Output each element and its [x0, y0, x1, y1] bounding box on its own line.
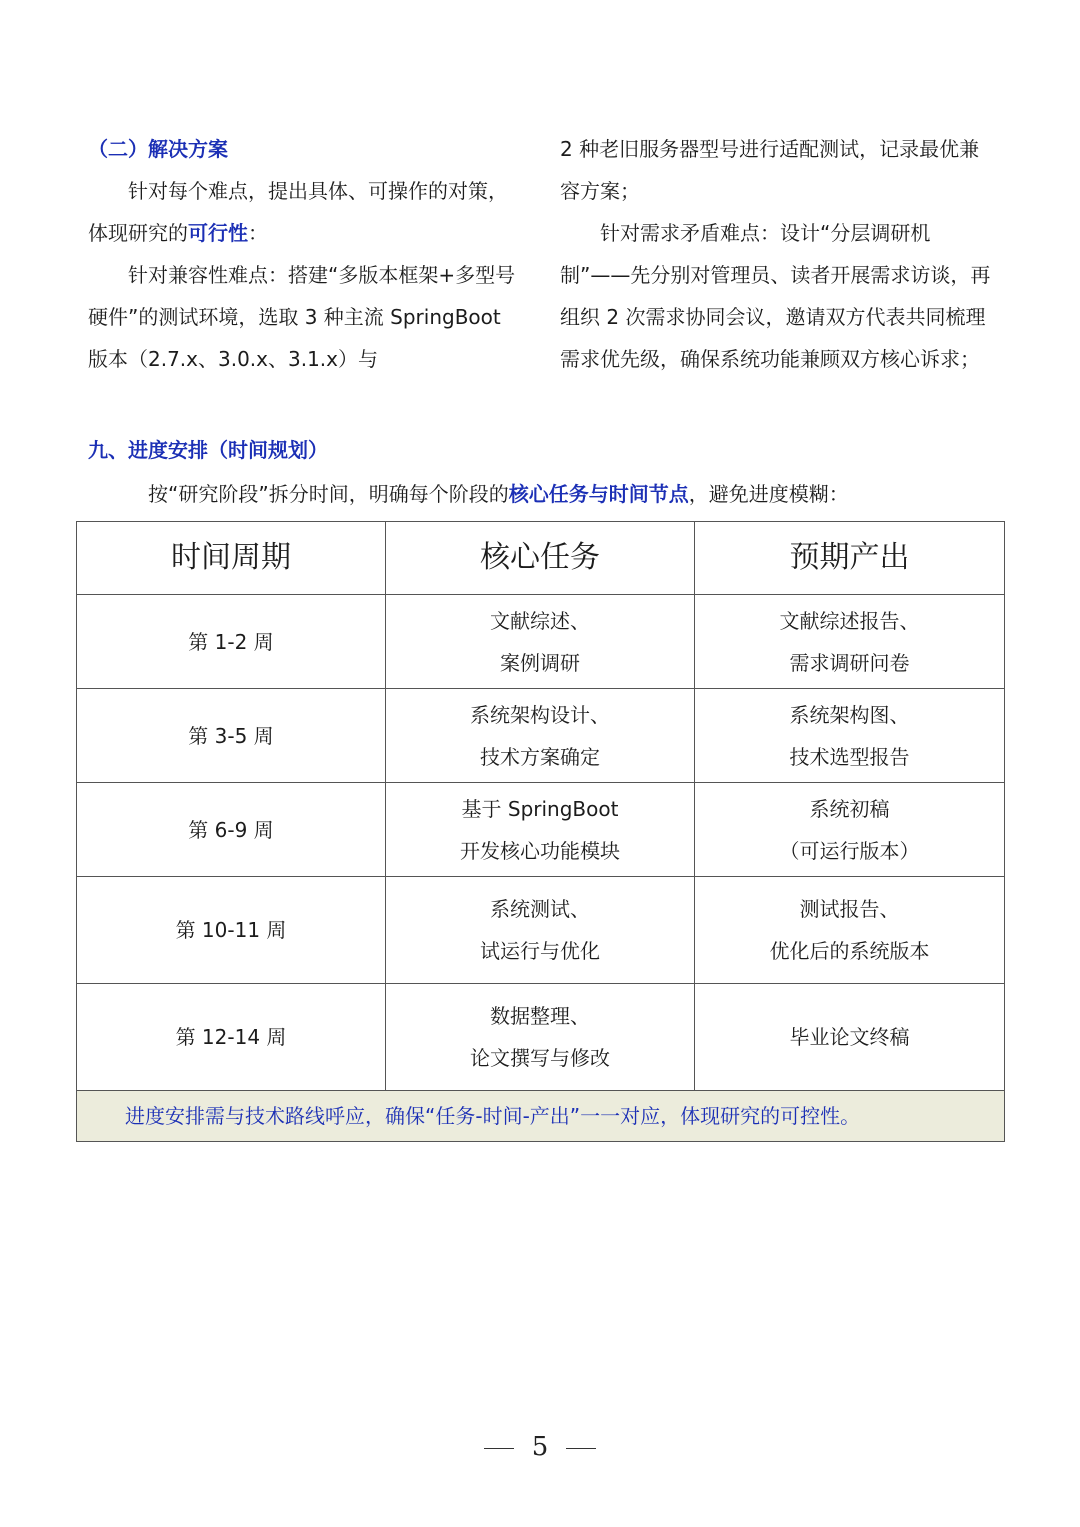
paragraph-requirements: 针对需求矛盾难点：设计“分层调研机制”——先分别对管理员、读者开展需求访谈，再组织 2 次需求协同会议，邀请双方代表共同梳理需求优先级，确保系统功能兼顾双方核心诉求； [560, 221, 991, 371]
paragraph-strategy [88, 170, 520, 254]
cell-line: 系统初稿 [809, 796, 890, 821]
intro-text: 按“研究阶段”拆分时间，明确每个阶段的 [148, 482, 509, 506]
right-column [560, 128, 992, 380]
cell-line: 文献综述报告、 [779, 608, 920, 633]
task-cell [386, 783, 695, 877]
table-row [77, 877, 1005, 984]
cell-line: 测试报告、 [799, 897, 900, 921]
period-cell: 第 6-9 周 [77, 783, 386, 877]
feasibility-emphasis: 可行性 [188, 221, 248, 245]
cell-line: 案例调研 [500, 650, 580, 675]
section-title: 九、进度安排（时间规划） [88, 438, 328, 462]
cell-line: 文献综述、 [490, 608, 590, 633]
subsection-heading: （二）解决方案 [88, 137, 228, 161]
cell-line: 优化后的系统版本 [769, 939, 930, 963]
cell-line: 系统架构图、 [789, 702, 910, 727]
table-row [77, 595, 1005, 689]
output-cell [695, 689, 1005, 783]
task-cell [386, 595, 695, 689]
period-cell: 第 3-5 周 [77, 689, 386, 783]
cell-line: 开发核心功能模块 [460, 838, 620, 863]
schedule-table [76, 521, 1005, 1142]
footer-dash [484, 1448, 514, 1449]
header-period: 时间周期 [77, 522, 386, 595]
output-cell [695, 984, 1005, 1091]
task-cell [386, 689, 695, 783]
output-cell [695, 783, 1005, 877]
table-header-row [77, 522, 1005, 595]
cell-line: 论文撰写与修改 [470, 1046, 610, 1070]
footer-dash [566, 1448, 596, 1449]
left-column [88, 128, 520, 380]
cell-line: 系统架构设计、 [470, 702, 610, 727]
period-cell: 第 10-11 周 [77, 877, 386, 984]
cell-line: 毕业论文终稿 [789, 1025, 910, 1049]
intro-emphasis: 核心任务与时间节点 [508, 482, 689, 506]
cell-line: 系统测试、 [490, 897, 590, 921]
task-cell [386, 877, 695, 984]
paragraph-compatibility: 针对兼容性难点：搭建“多版本框架+多型号硬件”的测试环境，选取 3 种主流 SpringBoot 版本（2.7.x、3.0.x、3.1.x）与 [88, 263, 516, 371]
cell-line: （可运行版本） [779, 838, 920, 863]
paragraph-text: ： [248, 221, 268, 245]
intro-text: ，避免进度模糊： [688, 482, 849, 506]
header-task: 核心任务 [386, 522, 695, 595]
output-cell [695, 595, 1005, 689]
page-footer [0, 1432, 1080, 1462]
paragraph-text: 针对每个难点，提出具体、可操作的对策，体现研究的 [88, 179, 508, 245]
cell-line: 需求调研问卷 [789, 650, 910, 675]
output-cell [695, 877, 1005, 984]
cell-line: 基于 SpringBoot [461, 796, 619, 821]
cell-line: 试运行与优化 [480, 939, 600, 963]
table-row [77, 689, 1005, 783]
cell-line: 技术选型报告 [789, 744, 910, 769]
table-note: 进度安排需与技术路线呼应，确保“任务-时间-产出”一一对应，体现研究的可控性。 [77, 1091, 1005, 1142]
cell-line: 数据整理、 [490, 1004, 590, 1028]
task-cell [386, 984, 695, 1091]
header-output: 预期产出 [695, 522, 1005, 595]
table-row [77, 984, 1005, 1091]
table-note-row [77, 1091, 1005, 1142]
period-cell: 第 12-14 周 [77, 984, 386, 1091]
paragraph-compatibility-cont: 2 种老旧服务器型号进行适配测试，记录最优兼容方案； [560, 137, 980, 203]
cell-line: 技术方案确定 [480, 744, 600, 769]
table-row [77, 783, 1005, 877]
page-number: 5 [531, 1432, 549, 1462]
period-cell: 第 1-2 周 [77, 595, 386, 689]
section-intro [148, 474, 1008, 514]
